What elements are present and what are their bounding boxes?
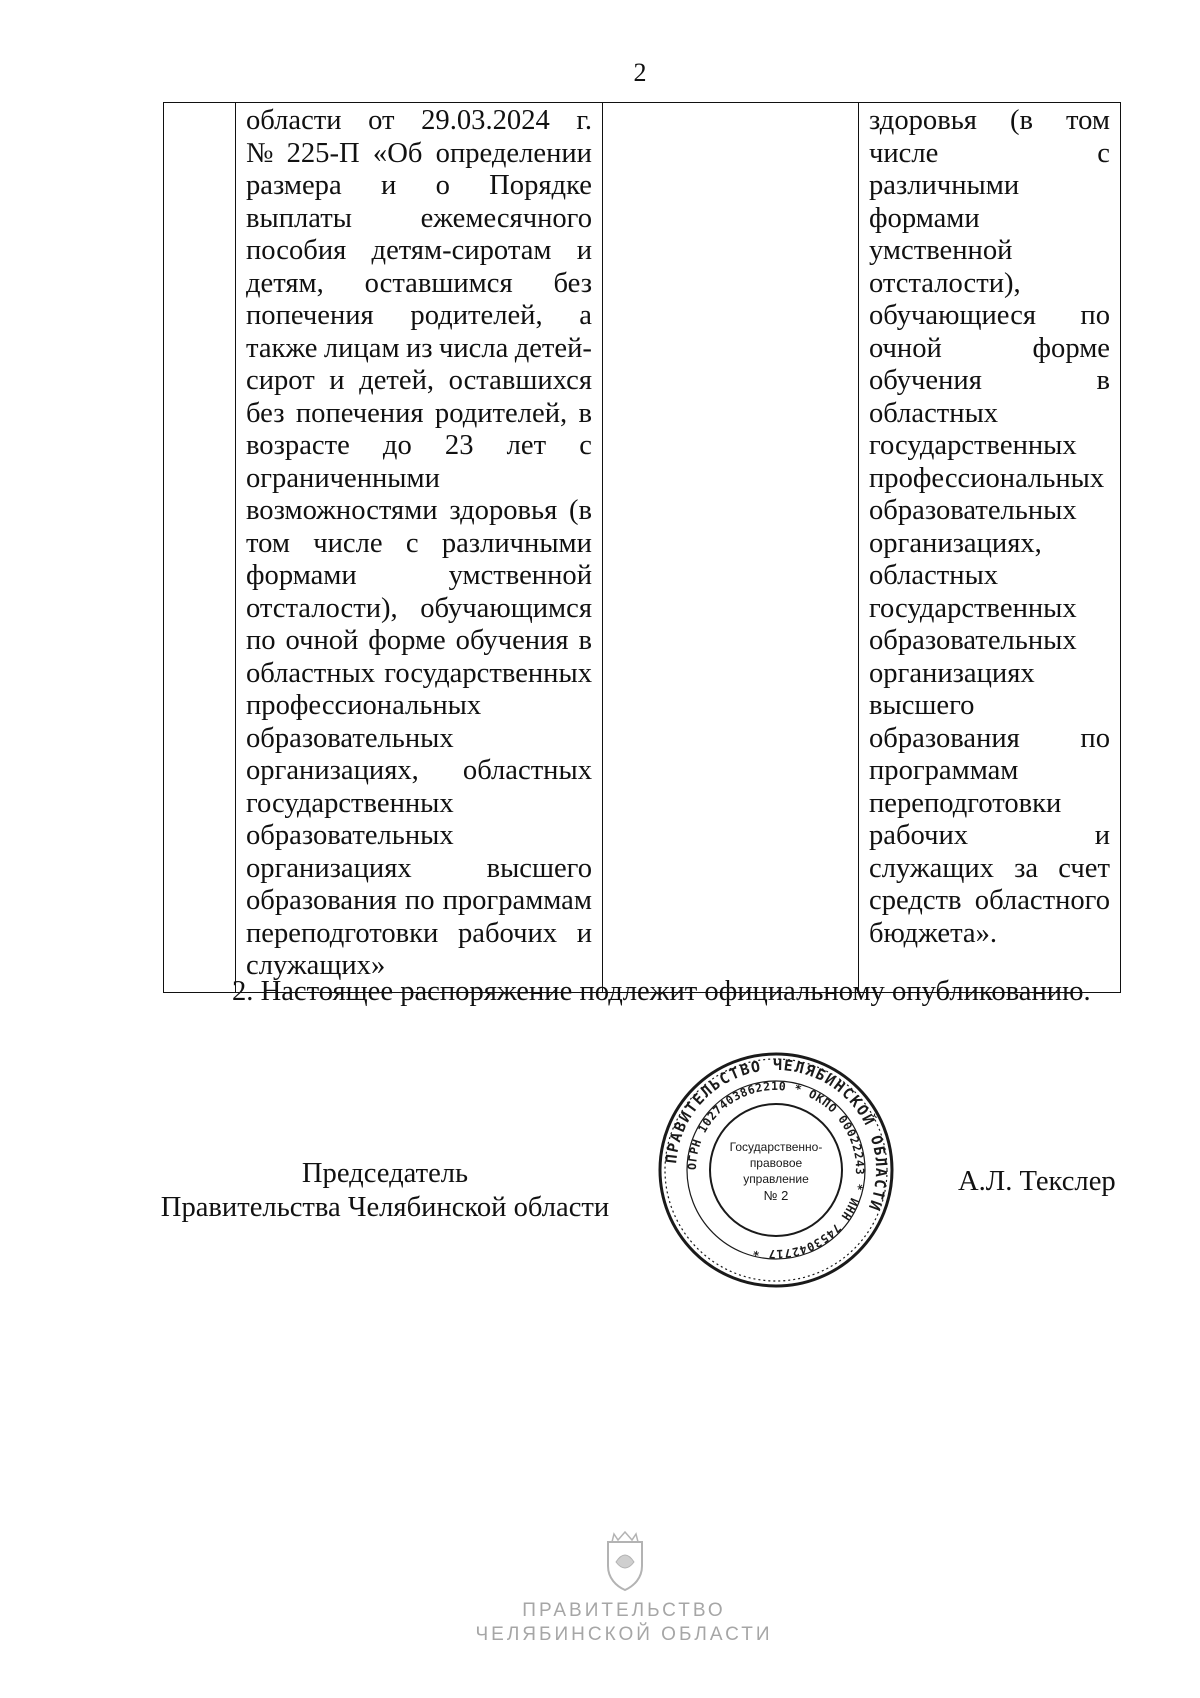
text-line: [869, 528, 1110, 561]
seal-center-line: правовое: [749, 1156, 803, 1170]
word: лет: [506, 430, 547, 461]
text-line: [246, 268, 592, 301]
seal-center-line: управление: [743, 1172, 809, 1186]
word: детям,: [246, 267, 324, 299]
word: детей,: [359, 365, 435, 396]
word: в: [578, 397, 592, 429]
word: области: [246, 105, 342, 136]
word: без: [553, 267, 592, 299]
text-line: [869, 170, 1110, 203]
text-line: [869, 918, 1110, 951]
text-line: [246, 138, 592, 171]
word: переподготовки: [869, 787, 1062, 819]
text-line: [869, 625, 1110, 658]
word: с: [405, 527, 419, 559]
word: лицам: [323, 332, 400, 364]
word: областных: [869, 560, 999, 591]
word: отсталости),: [246, 592, 398, 624]
word: образования: [246, 885, 397, 916]
text-line: [869, 333, 1110, 366]
word: обучающимся: [420, 592, 592, 624]
coat-of-arms-emblem-icon: [602, 1528, 648, 1592]
text-line: [869, 495, 1110, 528]
word: сирот: [246, 365, 315, 396]
word: и: [329, 365, 345, 396]
word: рабочих: [457, 917, 558, 949]
text-line: [246, 885, 592, 918]
word: высшего: [869, 690, 975, 721]
word: (в: [1009, 105, 1033, 136]
word: образовательных: [869, 625, 1077, 656]
text-line: [246, 755, 592, 788]
text-line: [246, 365, 592, 398]
word: том: [1066, 105, 1110, 136]
signatory-title-line1: Председатель: [301, 1158, 469, 1189]
text-line: [246, 235, 592, 268]
text-line: [246, 398, 592, 431]
text-line: [869, 658, 1110, 691]
text-line: [246, 430, 592, 463]
text-line: [246, 300, 592, 333]
text-line: [246, 333, 592, 366]
word: (в: [568, 495, 592, 526]
word: в: [578, 625, 592, 656]
word: а: [579, 300, 592, 331]
word: бюджета».: [869, 917, 998, 949]
text-line: [869, 560, 1110, 593]
table-cell-empty: [603, 103, 859, 993]
word: различными: [441, 527, 592, 559]
word: из: [405, 332, 433, 364]
word: организациях: [869, 657, 1035, 689]
word: с: [1097, 137, 1110, 169]
word: и: [380, 170, 397, 201]
svg-text:ОГРН 1027403862210 * ОКПО 0002: [685, 1079, 867, 1261]
word: государственных: [384, 657, 592, 689]
text-line: [869, 300, 1110, 333]
word: образовательных: [246, 820, 454, 851]
word: по: [1080, 722, 1110, 754]
word: областных: [462, 755, 592, 786]
word: попечения: [246, 300, 374, 331]
paragraph-publication: 2. Настоящее распоряжение подлежит официальному опубликованию.: [232, 976, 1091, 1007]
text-line: [246, 203, 592, 236]
text-line: [869, 788, 1110, 821]
word: служащих»: [246, 950, 386, 981]
seal-center-line: Государственно-: [729, 1140, 823, 1154]
word: в: [1096, 365, 1110, 396]
word: умственной: [448, 560, 592, 591]
word: также: [246, 332, 318, 364]
text-line: [869, 853, 1110, 886]
word: ограниченными: [246, 462, 440, 494]
word: различными: [869, 170, 1020, 201]
word: высшего: [486, 852, 592, 884]
text-line: [869, 820, 1110, 853]
word: служащих: [869, 852, 994, 884]
word: по: [246, 625, 276, 656]
text-line: [246, 105, 592, 138]
table-row: [164, 103, 1121, 993]
word: и: [576, 235, 592, 266]
category-text: [859, 103, 1120, 950]
word: и: [576, 917, 592, 949]
word: переподготовки: [246, 917, 439, 949]
word: до: [382, 430, 412, 461]
page-number: 2: [633, 58, 647, 87]
word: возрасте: [246, 430, 350, 461]
word: государственных: [246, 787, 454, 819]
word: числе: [313, 527, 383, 559]
act-title-text: [236, 103, 602, 983]
word: о: [435, 170, 450, 201]
word: умственной: [869, 235, 1013, 266]
word: Порядке: [489, 170, 592, 201]
word: областных: [246, 657, 376, 689]
word: форме: [1032, 332, 1110, 364]
text-line: [246, 820, 592, 853]
text-line: [246, 723, 592, 756]
word: обучения: [869, 365, 982, 396]
text-line: [869, 138, 1110, 171]
word: за: [1014, 852, 1039, 884]
word: организациях,: [869, 527, 1042, 559]
seal-outer-ring-text: ПРАВИТЕЛЬСТВО ЧЕЛЯБИНСКОЙ ОБЛАСТИ: [662, 1055, 891, 1214]
word: по: [404, 885, 435, 916]
text-line: [246, 560, 592, 593]
word: форме: [368, 625, 446, 656]
word: 29.03.2024: [421, 105, 550, 136]
text-line: [246, 625, 592, 658]
word: профессиональных: [246, 690, 482, 721]
text-line: [246, 658, 592, 691]
word: без: [246, 397, 285, 429]
word: образовательных: [246, 722, 454, 754]
word: том: [246, 527, 290, 559]
word: размера: [246, 170, 342, 201]
word: ежемесячного: [420, 202, 592, 234]
text-line: [869, 203, 1110, 236]
word: обучения: [455, 625, 569, 656]
word: программам: [869, 755, 1019, 786]
word: «Об: [372, 137, 423, 169]
text-line: [246, 170, 592, 203]
word: средств: [869, 885, 962, 916]
word: детям-сиротам: [371, 235, 552, 266]
table-cell-number: [164, 103, 236, 993]
text-line: [246, 528, 592, 561]
continuation-table: [163, 102, 1121, 993]
word: рабочих: [869, 820, 969, 851]
seal-inner-ring-text: ОГРН 1027403862210 * ОКПО 00022243 * ИНН 7453042717 *: [684, 1078, 868, 1262]
text-line: [869, 690, 1110, 723]
text-line: [246, 853, 592, 886]
word: формами: [246, 560, 357, 591]
word: профессиональных: [869, 462, 1105, 494]
word: выплаты: [246, 202, 352, 234]
word: областного: [974, 885, 1110, 916]
word: родителей,: [434, 397, 568, 429]
word: программам: [442, 885, 592, 916]
text-line: [869, 268, 1110, 301]
word: государственных: [869, 592, 1077, 624]
text-line: [246, 495, 592, 528]
word: образования: [869, 722, 1020, 754]
text-line: [869, 365, 1110, 398]
signatory-title-line2: Правительства Челябинской области: [160, 1192, 610, 1223]
word: организациях: [246, 852, 412, 884]
word: и: [1094, 820, 1110, 851]
word: областных: [869, 397, 999, 429]
word: числа: [438, 332, 509, 364]
text-line: [869, 398, 1110, 431]
word: государственных: [869, 430, 1077, 461]
text-line: [869, 593, 1110, 626]
text-line: [869, 105, 1110, 138]
watermark-line2: ЧЕЛЯБИНСКОЙ ОБЛАСТИ: [475, 1624, 773, 1645]
text-line: [869, 885, 1110, 918]
word: №: [246, 137, 274, 169]
word: от: [368, 105, 395, 136]
word: определении: [435, 137, 592, 169]
word: отсталости),: [869, 267, 1021, 299]
official-seal-stamp: [656, 1050, 896, 1290]
text-line: [869, 755, 1110, 788]
table-cell-category: [859, 103, 1121, 993]
text-line: [869, 430, 1110, 463]
text-line: [246, 593, 592, 626]
word: организациях,: [246, 755, 419, 786]
word: обучающиеся: [869, 300, 1037, 331]
word: здоровья: [449, 495, 558, 526]
word: 225-П: [286, 137, 360, 169]
word: числе: [869, 137, 939, 169]
word: счет: [1058, 852, 1110, 884]
table-cell-act-title: [236, 103, 603, 993]
text-line: [246, 788, 592, 821]
word: образовательных: [869, 495, 1077, 526]
word: г.: [576, 105, 592, 136]
word: оставшихся: [448, 365, 592, 396]
word: по: [1080, 300, 1110, 331]
watermark-line1: ПРАВИТЕЛЬСТВО: [522, 1600, 726, 1621]
word: детей-: [514, 332, 592, 364]
seal-center-line: № 2: [763, 1188, 789, 1203]
text-line: [246, 690, 592, 723]
signatory-name: А.Л. Текслер: [958, 1166, 1116, 1197]
word: 23: [444, 430, 474, 461]
text-line: [869, 235, 1110, 268]
word: с: [579, 430, 592, 461]
word: очной: [285, 625, 359, 656]
text-line: [246, 918, 592, 951]
text-line: [869, 463, 1110, 496]
word: оставшимся: [364, 267, 513, 299]
word: здоровья: [869, 105, 977, 136]
word: пособия: [246, 235, 347, 266]
text-line: [246, 463, 592, 496]
text-line: [869, 723, 1110, 756]
word: родителей,: [410, 300, 543, 331]
word: возможностями: [246, 495, 438, 526]
word: формами: [869, 202, 980, 234]
word: очной: [869, 332, 942, 364]
word: попечения: [295, 397, 424, 429]
